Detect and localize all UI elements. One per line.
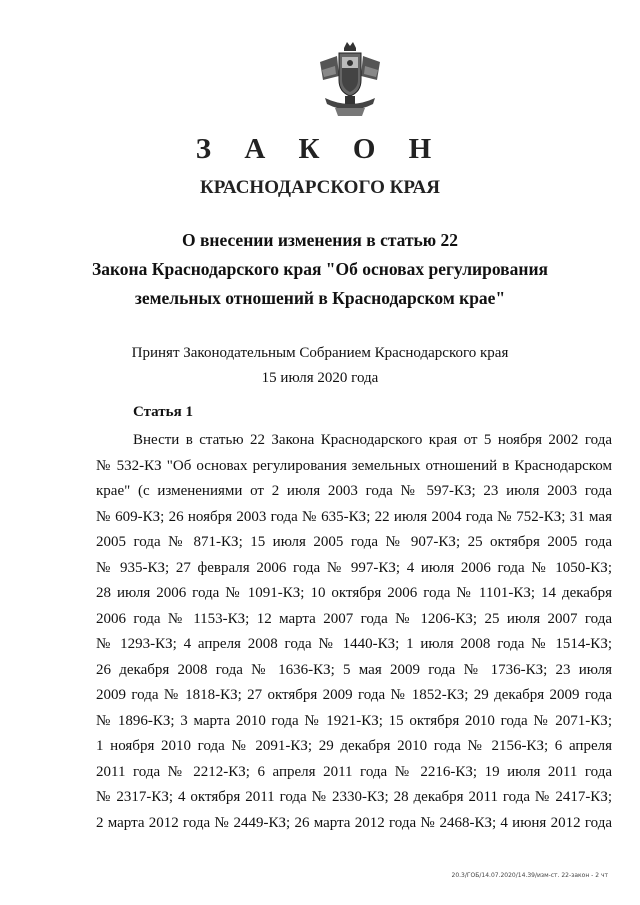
coat-of-arms-icon: [315, 40, 385, 120]
body-line: 1 ноября 2010 года № 2091-КЗ; 29 декабря 2010 года № 2156-КЗ; 6 апреля: [96, 738, 612, 754]
heading-line: земельных отношений в Краснодарском крае": [134, 288, 506, 308]
body-line: 28 июля 2006 года № 1091-КЗ; 10 октября 2006 года № 1101-КЗ; 14 декабря: [96, 585, 612, 601]
body-line: 2 марта 2012 года № 2449-КЗ; 26 марта 2012 года № 2468-КЗ; 4 июня 2012 года: [96, 814, 612, 831]
body-line: 2011 года № 2212-КЗ; 6 апреля 2011 года № 2216-КЗ; 19 июля 2011 года: [96, 763, 612, 780]
body-line: № 935-КЗ; 27 февраля 2006 года № 997-КЗ; 4 июля 2006 года № 1050-КЗ;: [96, 559, 612, 576]
law-heading: [0, 226, 640, 313]
body-line: № 1293-КЗ; 4 апреля 2008 года № 1440-КЗ; 1 июля 2008 года № 1514-КЗ;: [96, 636, 612, 652]
body-line: № 609-КЗ; 26 ноября 2003 года № 635-КЗ; 22 июля 2004 года № 752-КЗ; 31 мая: [96, 508, 612, 525]
body-line: № 532-КЗ "Об основах регулирования земельных отношений в Краснодарском: [96, 457, 612, 474]
heading-line: О внесении изменения в статью 22: [181, 230, 459, 250]
body-line: Внести в статью 22 Закона Краснодарского края от 5 ноября 2002 года: [133, 432, 612, 448]
body-line: крае" (с изменениями от 2 июля 2003 года № 597-КЗ; 23 июля 2003 года: [96, 483, 612, 499]
body-line: 2006 года № 1153-КЗ; 12 марта 2007 года № 1206-КЗ; 25 июля 2007 года: [96, 610, 612, 627]
document-footer-code: 20.3/ГОБ/14.07.2020/14.39/изм-ст. 22-закон - 2 чт: [451, 872, 608, 879]
body-line: № 2317-КЗ; 4 октября 2011 года № 2330-КЗ; 28 декабря 2011 года № 2417-КЗ;: [96, 789, 612, 805]
adoption-date: 15 июля 2020 года: [261, 370, 379, 386]
article-title: Статья 1: [133, 404, 193, 420]
article-body: [96, 428, 612, 836]
law-title: З А К О Н: [195, 133, 445, 165]
body-line: 2009 года № 1818-КЗ; 27 октября 2009 года № 1852-КЗ; 29 декабря 2009 года: [96, 687, 612, 703]
heading-line: Закона Краснодарского края "Об основах регулирования: [91, 259, 549, 279]
body-line: 26 декабря 2008 года № 1636-КЗ; 5 мая 2009 года № 1736-КЗ; 23 июля: [96, 661, 612, 678]
adoption-body: Принят Законодательным Собранием Краснодарского края: [131, 345, 509, 361]
body-line: 2005 года № 871-КЗ; 15 июля 2005 года № 907-КЗ; 25 октября 2005 года: [96, 534, 612, 550]
body-line: № 1896-КЗ; 3 марта 2010 года № 1921-КЗ; 15 октября 2010 года № 2071-КЗ;: [96, 712, 612, 729]
adoption-info: [0, 341, 640, 391]
law-subtitle: КРАСНОДАРСКОГО КРАЯ: [199, 177, 441, 198]
